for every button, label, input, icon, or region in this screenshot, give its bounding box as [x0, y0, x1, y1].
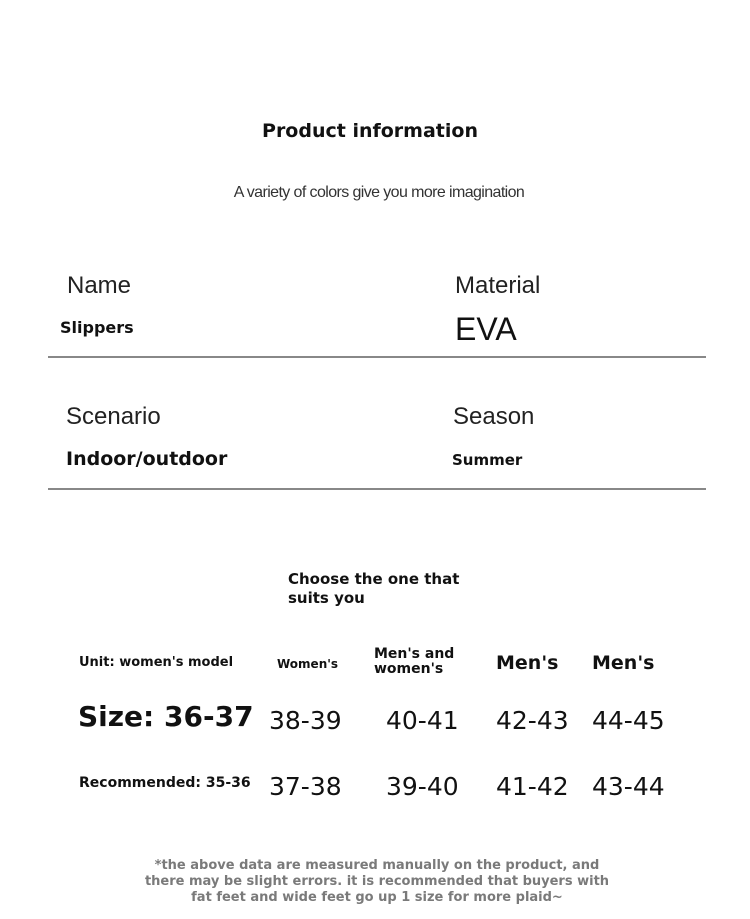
footnote-line2: there may be slight errors. it is recommended that buyers with	[144, 874, 610, 889]
recommended-cell: 39-40	[386, 772, 459, 801]
column-header-womens: Women's	[277, 657, 339, 671]
size-cell: 38-39	[269, 706, 342, 735]
name-label: Name	[67, 272, 132, 299]
material-value: EVA	[455, 311, 517, 347]
divider-bottom	[48, 488, 706, 490]
material-label: Material	[455, 272, 541, 299]
size-cell: 42-43	[496, 706, 569, 735]
recommended-cell: 41-42	[496, 772, 569, 801]
size-cell: 40-41	[386, 706, 459, 735]
season-label: Season	[453, 403, 535, 430]
column-header-mens-2: Men's	[592, 652, 655, 674]
divider-top	[48, 356, 706, 358]
season-value: Summer	[452, 451, 523, 469]
size-cell: 44-45	[592, 706, 665, 735]
column-header-unisex-line2: women's	[374, 661, 444, 677]
recommended-cell: 43-44	[592, 772, 665, 801]
column-header-unisex	[374, 647, 454, 677]
page-title: Product information	[262, 120, 478, 142]
scenario-label: Scenario	[66, 403, 161, 430]
recommended-row-label: Recommended: 35-36	[79, 775, 251, 791]
size-row-label: Size: 36-37	[78, 700, 254, 733]
recommended-cell: 37-38	[269, 772, 342, 801]
name-value: Slippers	[60, 318, 134, 337]
column-header-unisex-line1: Men's and	[374, 646, 455, 662]
page-subtitle: A variety of colors give you more imagination	[233, 184, 525, 201]
size-chart-heading-line2: suits you	[288, 589, 365, 607]
footnote	[0, 858, 750, 906]
column-header-mens-1: Men's	[496, 652, 559, 674]
footnote-line3: fat feet and wide feet go up 1 size for more plaid~	[191, 890, 563, 905]
footnote-line1: *the above data are measured manually on the product, and	[154, 858, 600, 873]
size-chart-heading-line1: Choose the one that	[288, 570, 460, 588]
scenario-value: Indoor/outdoor	[66, 448, 228, 470]
unit-label: Unit: women's model	[79, 655, 234, 670]
size-chart-heading	[288, 570, 468, 608]
